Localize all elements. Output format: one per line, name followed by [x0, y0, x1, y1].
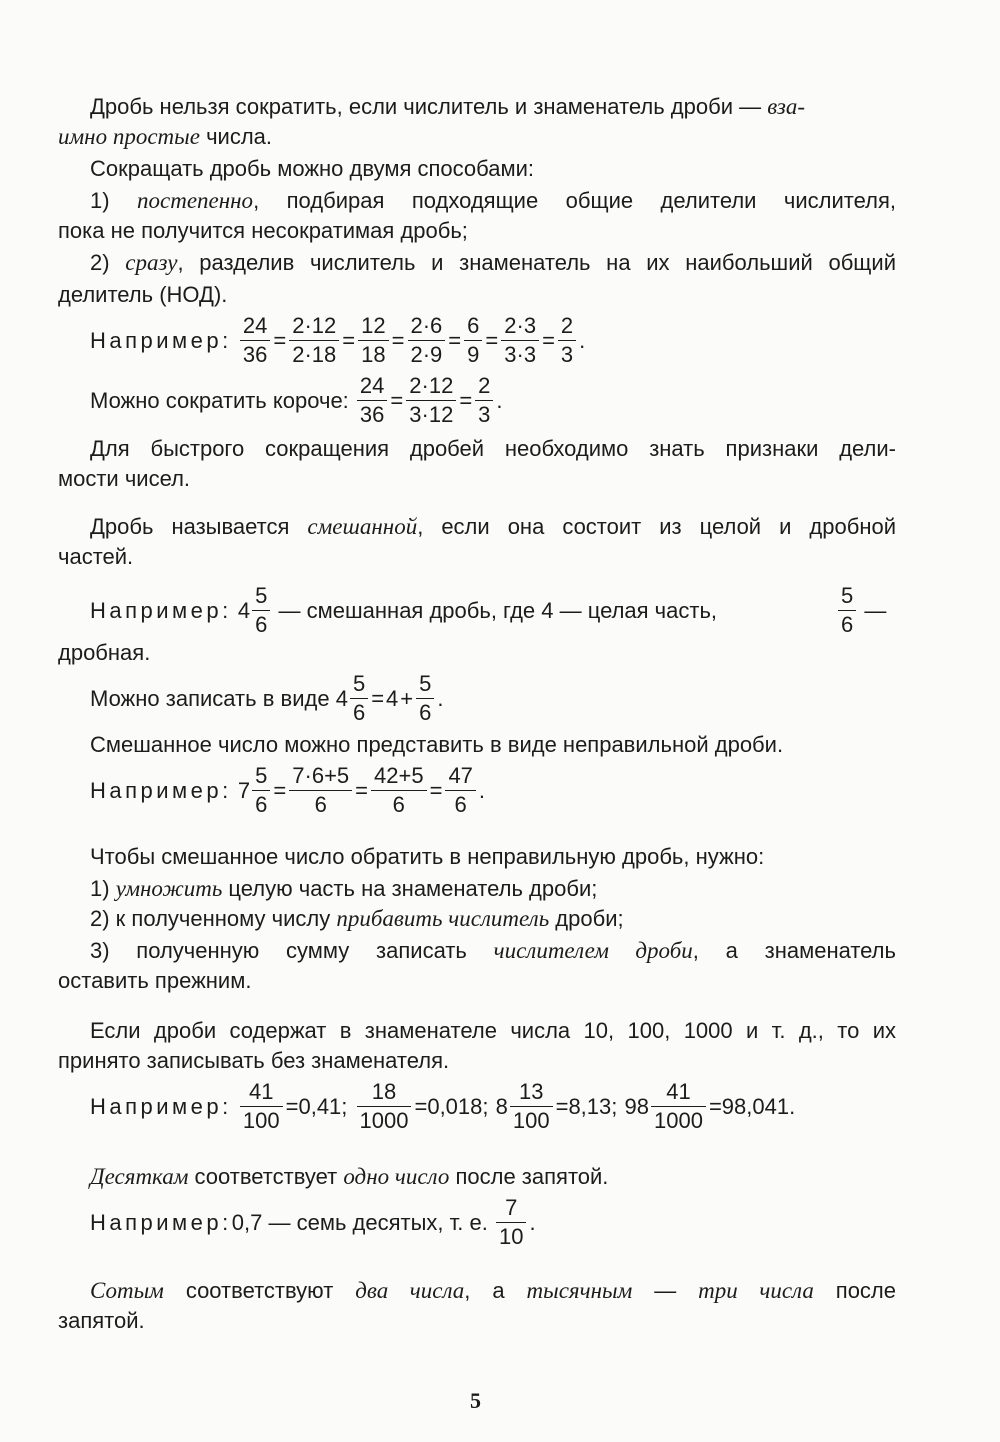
numerator: 2·3 — [501, 312, 539, 341]
fraction — [240, 1078, 283, 1135]
fraction — [501, 312, 539, 369]
example-reduction-stepwise: Например: $\frac{24}{36}$ = $\frac{2\cdot 12}{2\cdot 18}$ = $\frac{12}{18}$ = $\frac{2\cdot 6}{2\cdot 9}$ = $\frac{6}{9}$ = $\frac{2\cdot 3}{3\cdot 3}$ = $\frac{2}{3}$ . — [90, 313, 586, 367]
fraction — [406, 372, 456, 429]
denominator: 36 — [242, 342, 268, 367]
fraction — [510, 1078, 553, 1135]
denominator: 6 — [255, 792, 268, 817]
page-number: 5 — [470, 1388, 481, 1413]
numerator: 12 — [358, 312, 388, 341]
fraction — [838, 582, 856, 639]
fraction — [464, 312, 482, 369]
denominator: 6 — [841, 612, 854, 637]
denominator: 2·9 — [410, 342, 443, 367]
numerator: 41 — [240, 1078, 283, 1107]
mixed-definition-line1: Дробь называется смешанной, если она состоит из целой и дробной — [90, 514, 896, 539]
numerator: 24 — [240, 312, 270, 341]
numerator: 5 — [350, 670, 368, 699]
fraction — [240, 312, 270, 369]
fraction — [416, 670, 434, 727]
numerator: 24 — [357, 372, 387, 401]
divisibility-line1: Для быстрого сокращения дробей необходимо знать признаки дели- — [90, 436, 896, 461]
example-mixed-sum: Можно записать в виде 4 $\frac{5}{6}$ =4+ $\frac{5}{6}$ . — [90, 671, 444, 725]
fraction — [289, 762, 352, 819]
fraction — [357, 372, 387, 429]
numerator: 6 — [464, 312, 482, 341]
paragraph-irreducible-line2: имно простые числа. — [58, 124, 273, 149]
denominator: 1000 — [653, 1108, 703, 1133]
denominator: 3·3 — [504, 342, 537, 367]
rule-step-1: 1) умножить целую часть на знаменатель дроби; — [90, 876, 598, 901]
fraction — [496, 1194, 526, 1251]
hundredths-rule-line1: Сотым соответствуют два числа, а тысячным — три числа после — [90, 1278, 897, 1303]
example-mixed-fraction-part: $\frac{5}{6}$ — — [836, 582, 886, 639]
numerator: 47 — [445, 762, 475, 791]
fraction — [252, 762, 270, 819]
rule-step-3-line2: оставить прежним. — [58, 968, 252, 993]
numerator: 5 — [252, 762, 270, 791]
denominator: 6 — [255, 612, 268, 637]
mixed-definition-line2: частей. — [58, 544, 134, 569]
fraction — [350, 670, 368, 727]
numerator: 2 — [558, 312, 576, 341]
fraction — [651, 1078, 706, 1135]
paragraph-improper: Смешанное число можно представить в виде неправильной дроби. — [90, 732, 784, 757]
numerator: 18 — [357, 1078, 412, 1107]
paragraph-irreducible-line1: Дробь нельзя сократить, если числитель и знаменатель дроби — вза- — [90, 94, 806, 119]
denominator: 2·18 — [292, 342, 337, 367]
rule-step-2: 2) к полученному числу прибавить числитель дроби; — [90, 906, 624, 931]
denominator: 100 — [512, 1108, 550, 1133]
numerator: 13 — [510, 1078, 553, 1107]
divisibility-line2: мости чисел. — [58, 466, 191, 491]
denominator: 3 — [478, 402, 491, 427]
denominator: 6 — [352, 700, 366, 725]
denominator: 1000 — [359, 1108, 409, 1133]
decimal-paragraph-line1: Если дроби содержат в знаменателе числа 10, 100, 1000 и т. д., то их — [90, 1018, 896, 1043]
fraction — [371, 762, 427, 819]
fraction — [357, 1078, 412, 1135]
fraction — [408, 312, 446, 369]
method-two-line2: делитель (НОД). — [58, 282, 228, 307]
denominator: 6 — [392, 792, 405, 817]
fraction — [558, 312, 576, 369]
numerator: 5 — [416, 670, 434, 699]
example-mixed-to-improper: Например: 7 $\frac{5}{6}$ = $\frac{7\cdot 6+5}{6}$ = $\frac{42+5}{6}$ = $\frac{47}{6}$ . — [90, 763, 486, 817]
numerator: 2 — [475, 372, 493, 401]
numerator: 2·12 — [289, 312, 339, 341]
example-reduction-short: Можно сократить короче: $\frac{24}{36}$ = $\frac{2\cdot 12}{3\cdot 12}$ = $\frac{2}{3}$ . — [90, 373, 503, 427]
numerator: 7 — [496, 1194, 526, 1223]
example-mixed-fraction: Например: 4 $\frac{5}{6}$ — смешанная дробь, где 4 — целая часть, — [90, 583, 718, 637]
denominator: 9 — [467, 342, 480, 367]
example-decimals: Например: $\frac{41}{100}$ =0,41; $\frac{18}{1000}$ =0,018; 8 $\frac{13}{100}$ =8,13; 98 $\frac{41}{1000}$ =98,041. — [90, 1079, 796, 1133]
rule-intro: Чтобы смешанное число обратить в неправильную дробь, нужно: — [90, 844, 765, 869]
fraction — [445, 762, 475, 819]
fraction — [289, 312, 339, 369]
example-tenths: Например:0,7 — семь десятых, т. е. $\frac{7}{10}$ . — [90, 1195, 536, 1249]
fraction — [252, 582, 270, 639]
denominator: 18 — [361, 342, 386, 367]
numerator: 2·12 — [406, 372, 456, 401]
fraction — [475, 372, 493, 429]
denominator: 3·12 — [409, 402, 454, 427]
denominator: 3 — [560, 342, 574, 367]
denominator: 10 — [498, 1224, 524, 1249]
numerator: 42+5 — [371, 762, 427, 791]
numerator: 7·6+5 — [289, 762, 352, 791]
rule-step-3: 3) полученную сумму записать числителем дроби, а знаменатель — [90, 938, 896, 963]
example-label: Например: — [90, 327, 232, 353]
hundredths-rule-line2: запятой. — [58, 1308, 145, 1333]
tenths-rule: Десяткам соответствует одно число после запятой. — [90, 1164, 609, 1189]
denominator: 6 — [314, 792, 327, 817]
numerator: 5 — [252, 582, 270, 611]
denominator: 6 — [454, 792, 467, 817]
denominator: 36 — [359, 402, 385, 427]
method-one-line1: 1) постепенно, подбирая подходящие общие делители числителя, — [90, 188, 896, 213]
denominator: 6 — [419, 700, 432, 725]
example-mixed-fraction-line2: дробная. — [58, 640, 151, 665]
numerator: 5 — [838, 582, 856, 611]
fraction — [358, 312, 388, 369]
numerator: 2·6 — [408, 312, 446, 341]
method-two-line1: 2) сразу, разделив числитель и знаменатель на их наибольший общий — [90, 250, 896, 275]
numerator: 41 — [651, 1078, 706, 1107]
method-one-line2: пока не получится несократимая дробь; — [58, 218, 468, 243]
paragraph-two-ways: Сокращать дробь можно двумя способами: — [90, 156, 534, 181]
denominator: 100 — [242, 1108, 280, 1133]
decimal-paragraph-line2: принято записывать без знаменателя. — [58, 1048, 450, 1073]
